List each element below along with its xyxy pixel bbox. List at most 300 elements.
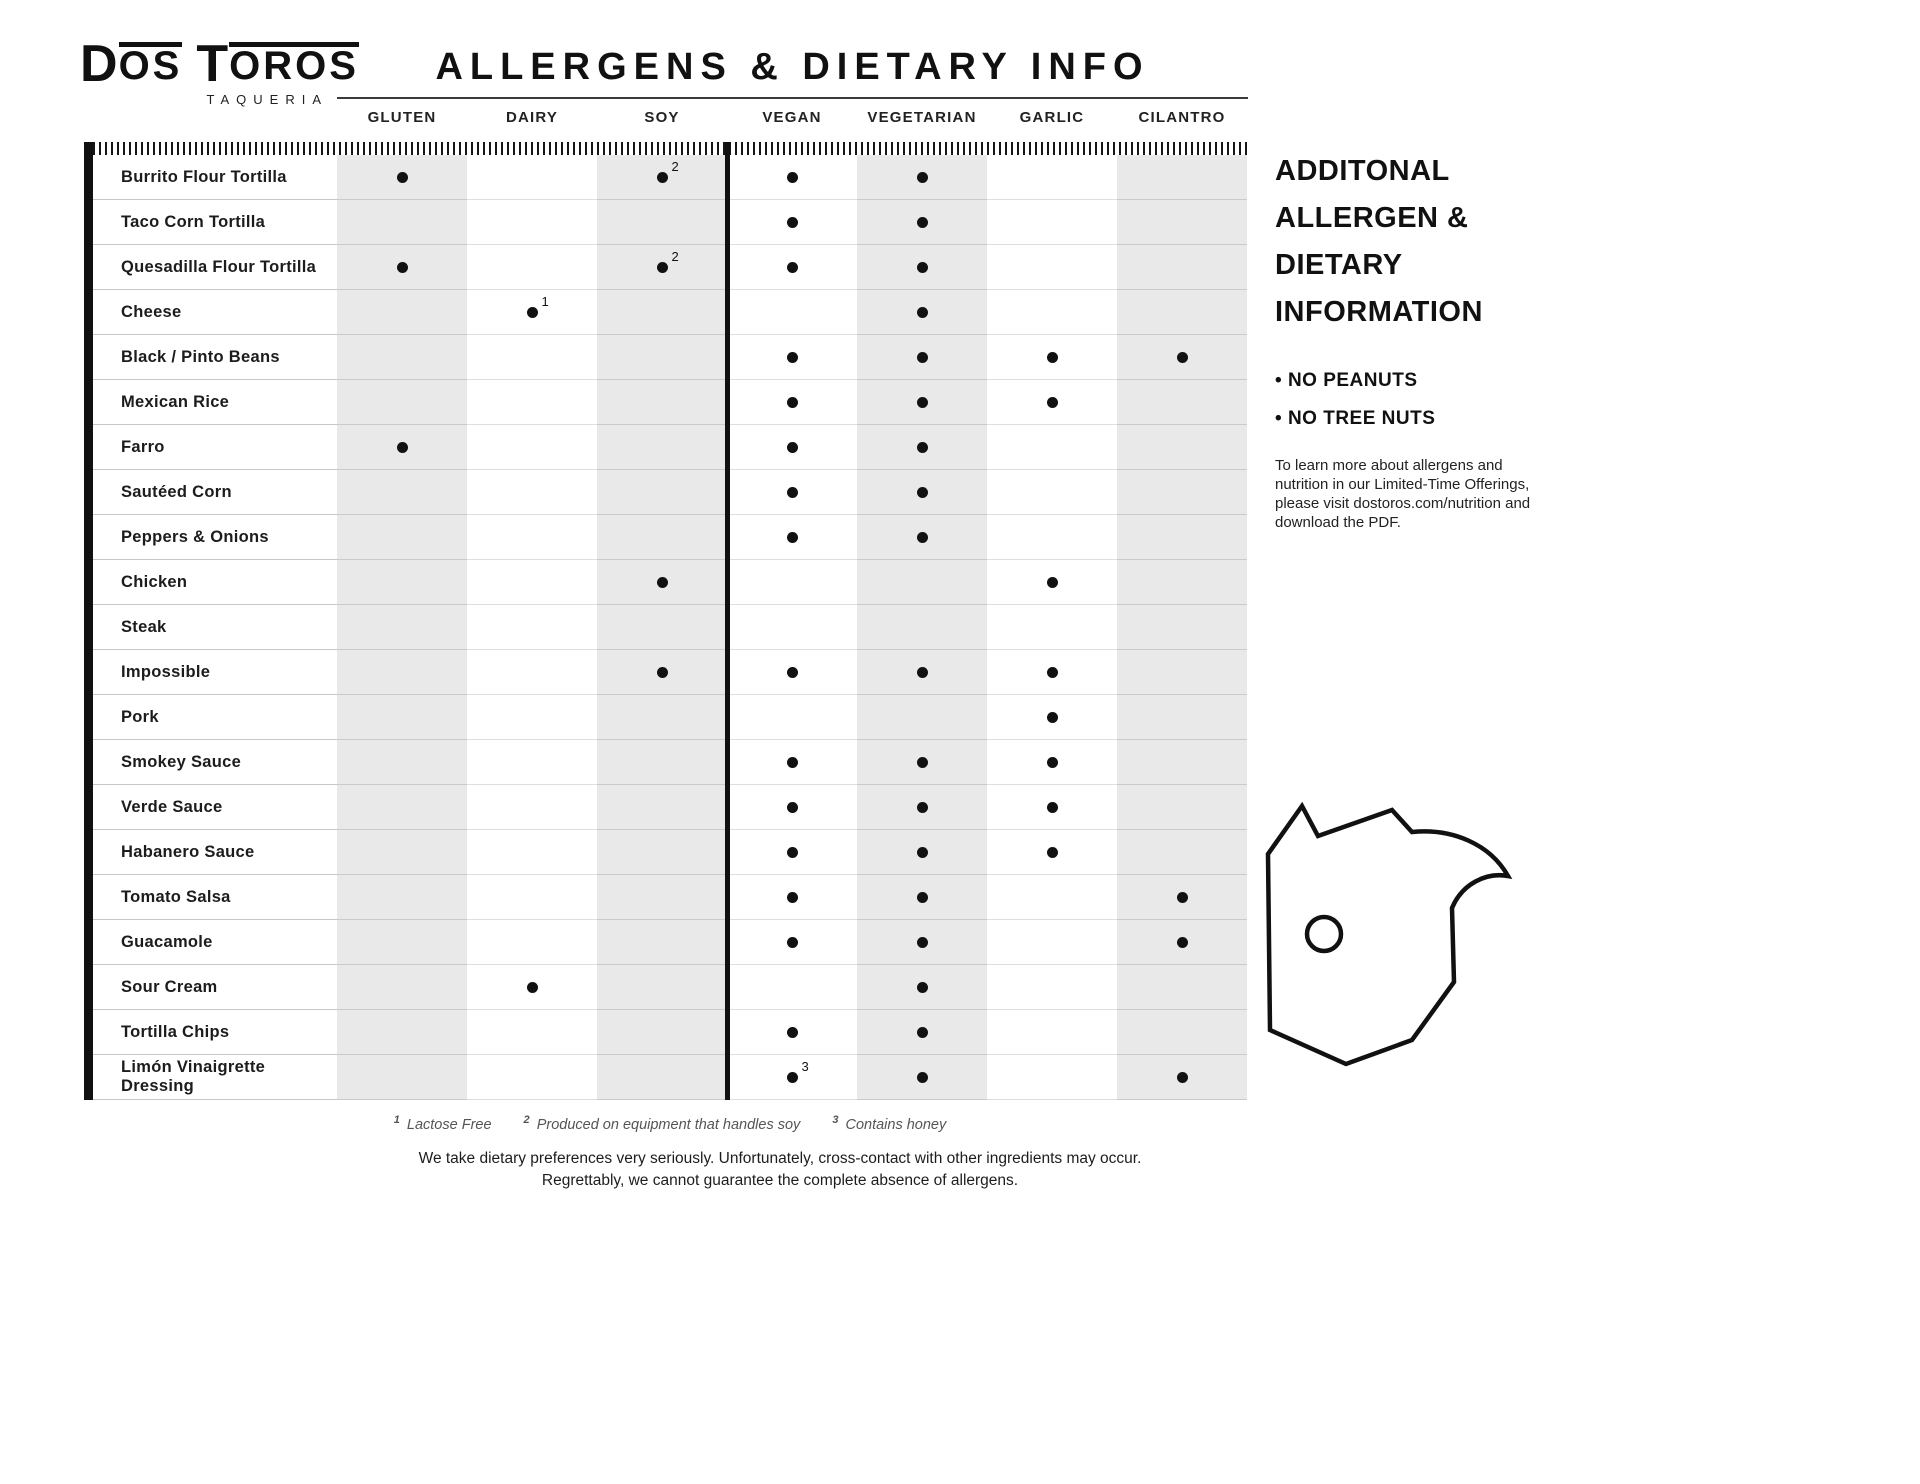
matrix-cell xyxy=(467,245,597,290)
footnote: $^3$ Contains honey xyxy=(832,1114,947,1133)
matrix-cell xyxy=(857,245,987,290)
wordmark-word-dos xyxy=(80,35,183,93)
matrix-cell xyxy=(987,515,1117,560)
dot-marker xyxy=(1177,1072,1188,1083)
dot-wrap xyxy=(1047,802,1058,813)
dot-marker xyxy=(787,532,798,543)
dot-marker xyxy=(917,667,928,678)
matrix-cell xyxy=(1117,965,1247,1010)
dot-marker xyxy=(917,532,928,543)
matrix-cell xyxy=(987,1010,1117,1055)
dot-marker xyxy=(787,802,798,813)
dot-marker xyxy=(657,262,668,273)
matrix-cell xyxy=(727,695,857,740)
matrix-cell xyxy=(597,470,727,515)
row-label: Black / Pinto Beans xyxy=(93,335,337,380)
matrix-cell xyxy=(987,290,1117,335)
dot-wrap xyxy=(917,172,928,183)
matrix-cell xyxy=(467,965,597,1010)
matrix-cell xyxy=(467,920,597,965)
dot-wrap xyxy=(917,442,928,453)
dot-marker xyxy=(787,937,798,948)
brand-tagline: TAQUERIA xyxy=(206,92,328,108)
matrix-cell xyxy=(857,155,987,200)
dot-wrap xyxy=(787,217,798,228)
column-header: VEGETARIAN xyxy=(867,109,977,126)
matrix-cell xyxy=(1117,650,1247,695)
matrix-cell xyxy=(987,605,1117,650)
dot-marker xyxy=(1047,577,1058,588)
matrix-cell xyxy=(727,605,857,650)
matrix-cell xyxy=(987,695,1117,740)
matrix-cell xyxy=(337,335,467,380)
matrix-cell xyxy=(727,200,857,245)
matrix-cell xyxy=(1117,785,1247,830)
matrix-cell xyxy=(467,560,597,605)
dot-marker xyxy=(917,217,928,228)
dot-wrap xyxy=(527,293,549,318)
matrix-cell xyxy=(857,1010,987,1055)
dot-wrap xyxy=(787,667,798,678)
footnote-superscript: 3 xyxy=(801,1058,809,1074)
matrix-cell xyxy=(727,470,857,515)
matrix-cell xyxy=(987,920,1117,965)
matrix-cell xyxy=(337,605,467,650)
matrix-cell xyxy=(467,515,597,560)
matrix-cell xyxy=(727,380,857,425)
matrix-cell xyxy=(467,290,597,335)
matrix-cell xyxy=(1117,290,1247,335)
row-label: Quesadilla Flour Tortilla xyxy=(93,245,337,290)
dot-marker xyxy=(917,982,928,993)
matrix-cell xyxy=(597,1010,727,1055)
matrix-cell xyxy=(467,425,597,470)
sidebar-bullets xyxy=(1275,362,1560,438)
row-label: Habanero Sauce xyxy=(93,830,337,875)
allergen-dietary-divider xyxy=(725,142,730,1100)
matrix-cell xyxy=(857,470,987,515)
matrix-cell xyxy=(597,380,727,425)
sidebar-heading-line: INFORMATION xyxy=(1275,296,1483,328)
dot-wrap xyxy=(917,352,928,363)
matrix-cell xyxy=(987,470,1117,515)
matrix-cell xyxy=(987,245,1117,290)
matrix-cell xyxy=(467,155,597,200)
wordmark-letters: OS xyxy=(118,44,183,88)
dot-wrap xyxy=(917,1072,928,1083)
matrix-cell xyxy=(467,470,597,515)
dot-wrap xyxy=(397,442,408,453)
matrix-cell xyxy=(857,290,987,335)
matrix-cell xyxy=(727,740,857,785)
dot-marker xyxy=(787,1027,798,1038)
dot-marker xyxy=(787,172,798,183)
matrix-cell xyxy=(727,290,857,335)
sidebar-heading xyxy=(1275,148,1560,336)
matrix-cell xyxy=(337,200,467,245)
dot-wrap xyxy=(657,577,668,588)
dot-wrap xyxy=(917,262,928,273)
column-header: GLUTEN xyxy=(367,109,437,126)
column-header: CILANTRO xyxy=(1138,109,1226,126)
row-label: Guacamole xyxy=(93,920,337,965)
dot-marker xyxy=(397,172,408,183)
dot-marker xyxy=(917,487,928,498)
dot-wrap xyxy=(787,397,798,408)
dot-wrap xyxy=(917,217,928,228)
matrix-cell xyxy=(1117,380,1247,425)
dot-marker xyxy=(397,442,408,453)
hatch-border xyxy=(93,142,1247,155)
dot-wrap xyxy=(787,532,798,543)
allergen-table xyxy=(93,142,1247,1100)
matrix-cell xyxy=(337,830,467,875)
matrix-cell xyxy=(337,380,467,425)
matrix-cell xyxy=(727,875,857,920)
matrix-cell xyxy=(1117,1055,1247,1100)
matrix-cell xyxy=(337,920,467,965)
matrix-cell xyxy=(987,200,1117,245)
matrix-cell xyxy=(597,290,727,335)
matrix-cell xyxy=(987,380,1117,425)
dot-marker xyxy=(1047,397,1058,408)
row-label: Mexican Rice xyxy=(93,380,337,425)
page-title: ALLERGENS & DIETARY INFO xyxy=(435,46,1150,88)
sidebar-bullet: • NO TREE NUTS xyxy=(1275,400,1560,438)
dot-marker xyxy=(1177,892,1188,903)
matrix-cell xyxy=(727,830,857,875)
matrix-cell xyxy=(597,200,727,245)
dot-marker xyxy=(917,262,928,273)
dot-marker xyxy=(917,1072,928,1083)
dot-wrap xyxy=(787,937,798,948)
matrix-cell xyxy=(597,650,727,695)
matrix-cell xyxy=(337,1010,467,1055)
matrix-cell xyxy=(337,965,467,1010)
dot-wrap xyxy=(397,262,408,273)
matrix-cell xyxy=(727,515,857,560)
matrix-cell xyxy=(337,650,467,695)
sidebar-heading-line: ADDITONAL xyxy=(1275,155,1450,187)
dot-wrap xyxy=(657,667,668,678)
dot-marker xyxy=(787,487,798,498)
footnote: $^1$ Lactose Free xyxy=(393,1114,492,1133)
dot-marker xyxy=(787,442,798,453)
matrix-cell xyxy=(857,605,987,650)
dot-marker xyxy=(397,262,408,273)
matrix-cell xyxy=(987,830,1117,875)
footnote-number: 1 xyxy=(393,1114,400,1126)
brand-logo xyxy=(80,35,359,108)
matrix-cell xyxy=(597,785,727,830)
dot-marker xyxy=(917,892,928,903)
matrix-cell xyxy=(987,1055,1117,1100)
matrix-cell xyxy=(597,1055,727,1100)
wordmark-word-toros xyxy=(196,35,359,93)
matrix-cell xyxy=(467,695,597,740)
dot-wrap xyxy=(917,307,928,318)
dot-marker xyxy=(657,577,668,588)
matrix-cell xyxy=(1117,605,1247,650)
matrix-cell xyxy=(337,425,467,470)
matrix-cell xyxy=(597,515,727,560)
matrix-cell xyxy=(727,965,857,1010)
dot-wrap xyxy=(657,248,679,273)
dot-wrap xyxy=(917,532,928,543)
dot-marker xyxy=(1177,937,1188,948)
matrix-cell xyxy=(1117,695,1247,740)
matrix-cell xyxy=(337,155,467,200)
dot-wrap xyxy=(917,937,928,948)
matrix-cell xyxy=(727,1010,857,1055)
matrix-cell xyxy=(1117,1010,1247,1055)
matrix-cell xyxy=(467,200,597,245)
matrix-cell xyxy=(987,965,1117,1010)
dot-wrap xyxy=(1047,667,1058,678)
matrix-cell xyxy=(597,920,727,965)
matrix-cell xyxy=(987,560,1117,605)
matrix-cell xyxy=(727,245,857,290)
matrix-cell xyxy=(987,650,1117,695)
matrix-cell xyxy=(597,875,727,920)
matrix-cell xyxy=(857,425,987,470)
sidebar-heading-line: DIETARY xyxy=(1275,249,1403,281)
matrix-cell xyxy=(467,380,597,425)
row-label: Tomato Salsa xyxy=(93,875,337,920)
column-headers xyxy=(337,109,1247,126)
matrix-cell xyxy=(987,875,1117,920)
allergen-matrix xyxy=(93,155,1247,1100)
matrix-cell xyxy=(597,830,727,875)
matrix-cell xyxy=(727,425,857,470)
dot-wrap xyxy=(787,442,798,453)
matrix-cell xyxy=(597,155,727,200)
row-label: Burrito Flour Tortilla xyxy=(93,155,337,200)
dot-wrap xyxy=(1177,1072,1188,1083)
row-label: Steak xyxy=(93,605,337,650)
dot-wrap xyxy=(917,757,928,768)
dot-marker xyxy=(527,982,538,993)
matrix-cell xyxy=(1117,245,1247,290)
matrix-cell xyxy=(337,515,467,560)
dot-marker xyxy=(1047,757,1058,768)
footnote-superscript: 2 xyxy=(671,248,679,264)
matrix-cell xyxy=(1117,920,1247,965)
dot-wrap xyxy=(917,802,928,813)
matrix-cell xyxy=(857,1055,987,1100)
matrix-cell xyxy=(857,875,987,920)
matrix-cell xyxy=(337,875,467,920)
dot-marker xyxy=(787,667,798,678)
matrix-cell xyxy=(467,1055,597,1100)
dot-marker xyxy=(787,262,798,273)
dot-wrap xyxy=(787,892,798,903)
matrix-cell xyxy=(337,470,467,515)
row-label: Pork xyxy=(93,695,337,740)
dot-marker xyxy=(787,397,798,408)
matrix-cell xyxy=(1117,515,1247,560)
disclaimer-line-1: We take dietary preferences very seriously. Unfortunately, cross-contact with other ingredients may occur. xyxy=(418,1150,1142,1167)
matrix-cell xyxy=(857,920,987,965)
dot-marker xyxy=(917,397,928,408)
matrix-cell xyxy=(467,650,597,695)
dot-wrap xyxy=(1177,892,1188,903)
footnote-number: 3 xyxy=(832,1114,839,1126)
matrix-cell xyxy=(337,290,467,335)
row-label: Taco Corn Tortilla xyxy=(93,200,337,245)
dot-wrap xyxy=(787,757,798,768)
dot-marker xyxy=(917,847,928,858)
wordmark-letter: T xyxy=(196,35,229,93)
dot-wrap xyxy=(787,262,798,273)
matrix-cell xyxy=(987,155,1117,200)
row-label: Tortilla Chips xyxy=(93,1010,337,1055)
dot-marker xyxy=(1047,667,1058,678)
matrix-cell xyxy=(987,425,1117,470)
dot-marker xyxy=(787,1072,798,1083)
matrix-cell xyxy=(857,560,987,605)
row-label: Sour Cream xyxy=(93,965,337,1010)
row-label: Verde Sauce xyxy=(93,785,337,830)
dot-marker xyxy=(1047,802,1058,813)
matrix-cell xyxy=(597,605,727,650)
matrix-cell xyxy=(337,695,467,740)
footnotes xyxy=(93,1114,1247,1133)
matrix-cell xyxy=(727,920,857,965)
dot-marker xyxy=(917,802,928,813)
row-label: Peppers & Onions xyxy=(93,515,337,560)
dot-wrap xyxy=(917,847,928,858)
dot-wrap xyxy=(1047,397,1058,408)
dot-wrap xyxy=(917,397,928,408)
dot-marker xyxy=(527,307,538,318)
row-label: Cheese xyxy=(93,290,337,335)
dot-wrap xyxy=(787,352,798,363)
matrix-cell xyxy=(727,155,857,200)
sidebar-heading-line: ALLERGEN & xyxy=(1275,202,1469,234)
matrix-cell xyxy=(467,335,597,380)
sidebar-bullet: • NO PEANUTS xyxy=(1275,362,1560,400)
column-header: DAIRY xyxy=(505,109,559,126)
matrix-cell xyxy=(597,560,727,605)
dot-marker xyxy=(917,937,928,948)
dot-marker xyxy=(917,307,928,318)
matrix-cell xyxy=(467,605,597,650)
matrix-cell xyxy=(727,1055,857,1100)
dot-wrap xyxy=(397,172,408,183)
matrix-cell xyxy=(727,650,857,695)
matrix-cell xyxy=(857,515,987,560)
dot-wrap xyxy=(1177,352,1188,363)
matrix-cell xyxy=(987,335,1117,380)
footnote: $^2$ Produced on equipment that handles soy xyxy=(523,1114,801,1133)
row-label: Smokey Sauce xyxy=(93,740,337,785)
dot-wrap xyxy=(787,172,798,183)
brand-wordmark xyxy=(80,35,359,93)
dot-marker xyxy=(1047,847,1058,858)
wordmark-letters: OROS xyxy=(229,44,359,88)
dot-wrap xyxy=(1047,712,1058,723)
dot-marker xyxy=(917,442,928,453)
matrix-cell xyxy=(597,695,727,740)
dot-marker xyxy=(657,172,668,183)
dot-wrap xyxy=(917,892,928,903)
dot-marker xyxy=(917,352,928,363)
matrix-cell xyxy=(857,740,987,785)
matrix-cell xyxy=(597,425,727,470)
matrix-cell xyxy=(987,785,1117,830)
matrix-cell xyxy=(467,785,597,830)
matrix-cell xyxy=(1117,155,1247,200)
dot-marker xyxy=(787,757,798,768)
matrix-cell xyxy=(337,245,467,290)
footnote-superscript: 2 xyxy=(671,158,679,174)
dot-wrap xyxy=(917,982,928,993)
title-rule xyxy=(337,97,1248,99)
matrix-cell xyxy=(857,200,987,245)
dot-marker xyxy=(787,892,798,903)
matrix-cell xyxy=(857,830,987,875)
matrix-cell xyxy=(1117,425,1247,470)
matrix-cell xyxy=(597,245,727,290)
footnote-superscript: 1 xyxy=(541,293,549,309)
dot-wrap xyxy=(527,982,538,993)
matrix-cell xyxy=(857,785,987,830)
dot-wrap xyxy=(917,1027,928,1038)
dot-marker xyxy=(917,172,928,183)
dot-marker xyxy=(1047,352,1058,363)
row-label: Impossible xyxy=(93,650,337,695)
dot-wrap xyxy=(657,158,679,183)
column-header: GARLIC xyxy=(1019,109,1085,126)
dot-wrap xyxy=(1047,577,1058,588)
matrix-cell xyxy=(1117,200,1247,245)
dot-marker xyxy=(787,847,798,858)
dot-wrap xyxy=(917,667,928,678)
bull-head-icon xyxy=(1262,792,1514,1070)
dot-wrap xyxy=(1047,757,1058,768)
matrix-cell xyxy=(597,335,727,380)
matrix-cell xyxy=(1117,830,1247,875)
sidebar xyxy=(1275,148,1560,532)
dot-marker xyxy=(787,352,798,363)
dot-wrap xyxy=(1047,352,1058,363)
matrix-cell xyxy=(727,335,857,380)
matrix-cell xyxy=(337,560,467,605)
dot-wrap xyxy=(1047,847,1058,858)
dot-marker xyxy=(917,1027,928,1038)
matrix-cell xyxy=(467,1010,597,1055)
dot-wrap xyxy=(787,487,798,498)
matrix-cell xyxy=(987,740,1117,785)
matrix-cell xyxy=(597,965,727,1010)
table-left-bar xyxy=(84,142,93,1100)
row-label: Chicken xyxy=(93,560,337,605)
wordmark-letter: D xyxy=(80,35,118,93)
row-label: Farro xyxy=(93,425,337,470)
matrix-cell xyxy=(727,785,857,830)
column-header: VEGAN xyxy=(762,109,822,126)
matrix-cell xyxy=(1117,740,1247,785)
matrix-cell xyxy=(467,875,597,920)
dot-marker xyxy=(1047,712,1058,723)
matrix-cell xyxy=(597,740,727,785)
matrix-cell xyxy=(467,830,597,875)
matrix-cell xyxy=(337,785,467,830)
column-header: SOY xyxy=(644,109,680,126)
matrix-cell xyxy=(1117,470,1247,515)
dot-marker xyxy=(917,757,928,768)
